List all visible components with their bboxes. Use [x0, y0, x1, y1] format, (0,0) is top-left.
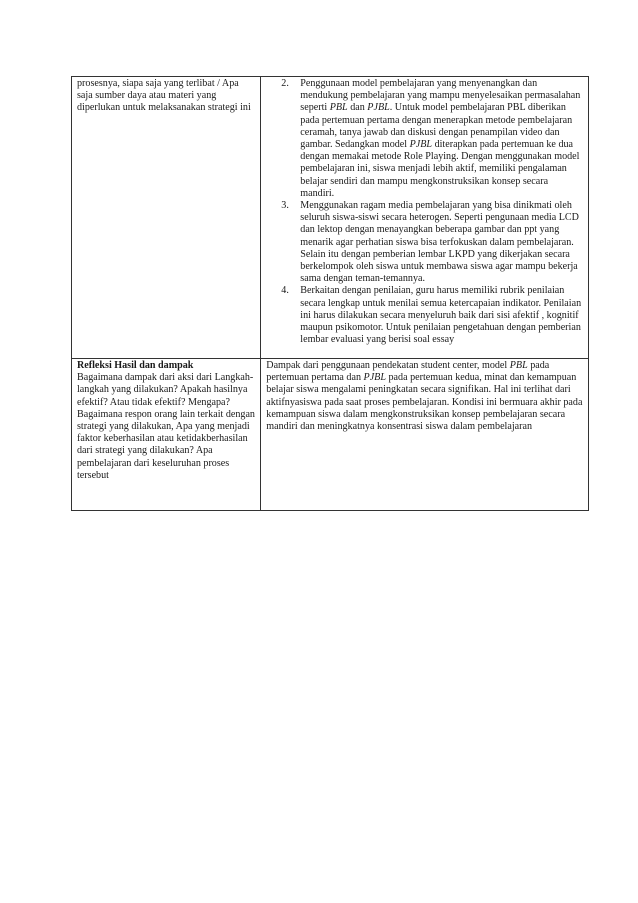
text-run: Berkaitan dengan penilaian, guru harus memiliki rubrik penilaian secara lengkap untuk menilai semua ketercapaian indikator. Penilaian ini harus dilakukan secara menyeluruh baik dari sisi afektif , kognitif maupun psikomotor. Untuk penilaian pengetahuan dengan pemberian lembar evaluasi yang berisi soal essay	[300, 285, 582, 346]
italic-term: PBL	[329, 102, 348, 114]
text-run: Dampak dari penggunaan pendekatan student center, model	[266, 360, 510, 371]
italic-term: PJBL	[367, 102, 390, 114]
section-heading: Refleksi Hasil dan dampak	[77, 360, 194, 371]
list-item-text	[300, 285, 581, 345]
list-item-number: 2.	[281, 78, 289, 89]
italic-term: PJBL	[363, 372, 386, 384]
list-item-text	[300, 78, 580, 199]
left-cell	[72, 359, 261, 511]
list-item-number: 4.	[281, 285, 289, 297]
list-item-number: 3.	[281, 200, 289, 212]
italic-term: PBL	[509, 360, 528, 371]
reflection-text	[266, 360, 584, 433]
italic-term: PJBL	[409, 139, 433, 151]
right-cell	[261, 77, 589, 359]
reflection-table	[71, 76, 589, 511]
left-cell-text: prosesnya, siapa saja yang terlibat / Apa saja sumber daya atau materi yang diperlukan untuk melaksanakan strategi ini	[77, 78, 251, 114]
list-item-text	[300, 200, 579, 284]
text-run: pada pertemuan pertama dan	[266, 360, 550, 384]
text-run: pada pertemuan kedua, minat dan kemampuan belajar siswa mengalami peningkatan secara signifikan. Hal ini terlihat dari aktifnyasiswa pada saat proses pembelajaran. Kondisi ini bermuara akhir pada kemampuan siswa dalam mengkonstruksikan konsep pembelajaran secara mandiri dan meningkatnya konsentrasi siswa dalam pembelajaran	[266, 372, 583, 433]
table-row	[72, 77, 589, 359]
table-row	[72, 359, 589, 511]
text-run: . Untuk model pembelajaran PBL diberikan pada pertemuan pertama dengan menerapkan metode pembelajaran ceramah, tanya jawab dan diskusi dengan penampilan video dan gambar. Sedangkan model	[300, 102, 573, 151]
text-run: Menggunakan ragam media pembelajaran yang bisa dinikmati oleh seluruh siswa-siswi secara heterogen. Seperti pengunaan media LCD dan lektop dengan menayangkan beberapa gambar dan ppt yang menarik agar perhatian siswa bisa terfokuskan dalam pembelajaran. Selain itu dengan pemberian lembar LKPD yang dikerjakan secara berkelompok oleh siswa untuk membawa siswa agar mampu bekerja sama dengan teman-temannya.	[300, 200, 579, 285]
text-run: Penggunaan model pembelajaran yang menyenangkan dan mendukung pembelajaran yang mampu menyelesaikan permasalahan seperti	[300, 78, 581, 114]
steps-list	[266, 78, 584, 346]
list-item	[281, 78, 584, 200]
text-run: diterapkan pada pertemuan ke dua dengan memakai metode Role Playing. Dengan menggunakan model pembelajaran ini, siswa menjadi lebih aktif, memiliki pengalaman belajar sendiri dan mampu mengkonstruksikan konsep secara mandiri.	[300, 139, 580, 199]
list-item	[281, 200, 584, 285]
guiding-questions: Bagaimana dampak dari aksi dari Langkah-langkah yang dilakukan? Apakah hasilnya efektif? Atau tidak efektif? Mengapa? Bagaimana respon orang lain terkait dengan strategi yang dilakukan, Apa yang menjadi faktor keberhasilan atau ketidakberhasilan dari strategi yang dilakukan? Apa pembelajaran dari keseluruhan proses tersebut	[77, 372, 255, 481]
right-cell	[261, 359, 589, 511]
left-cell	[72, 77, 261, 359]
list-item	[281, 285, 584, 346]
text-run: dan	[347, 102, 368, 114]
